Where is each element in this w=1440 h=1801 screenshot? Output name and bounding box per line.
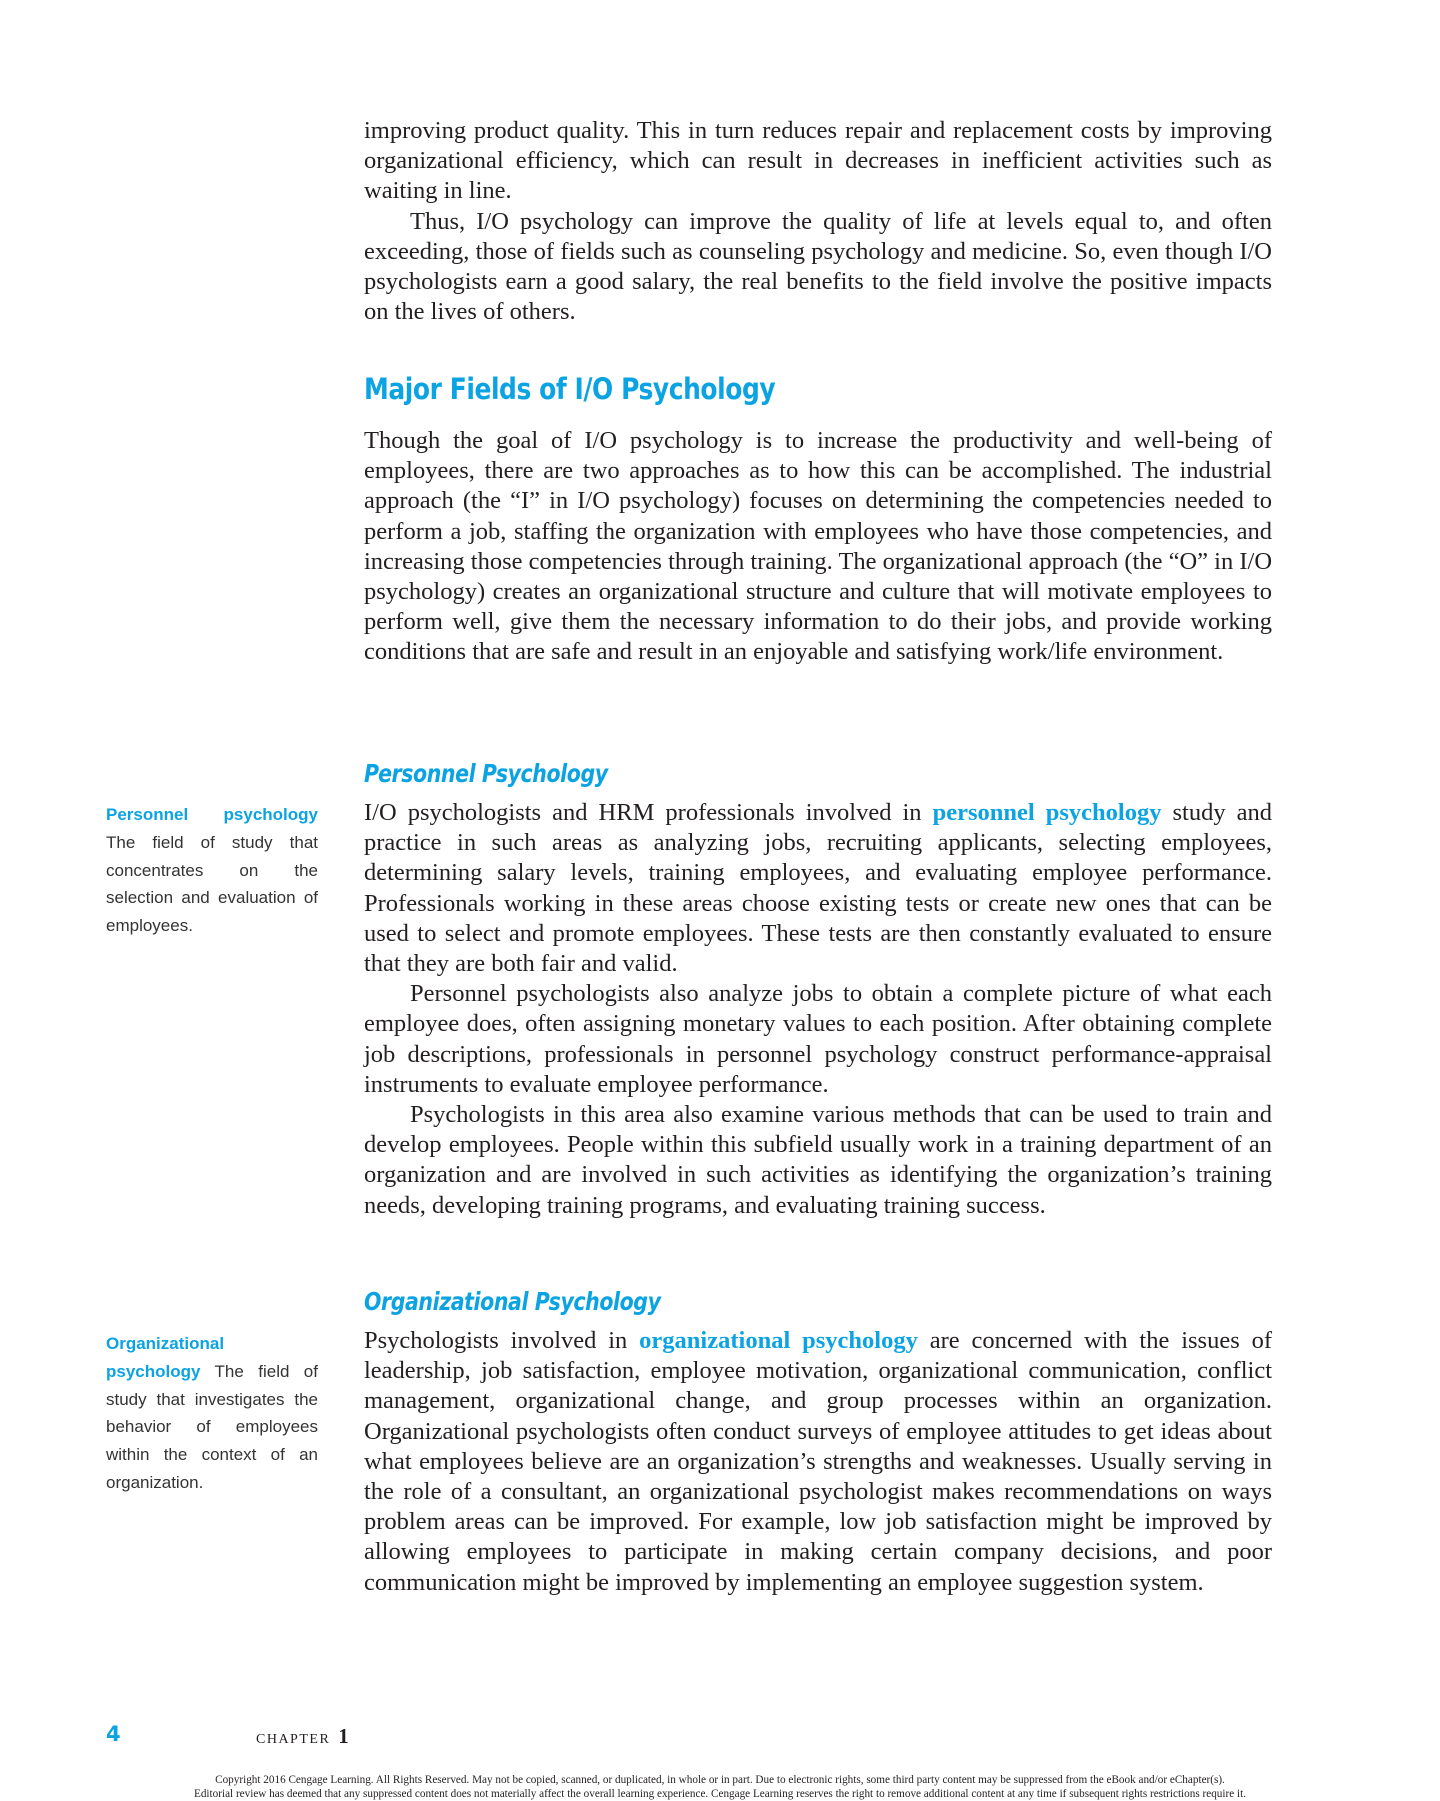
personnel-paragraph-2: Personnel psychologists also analyze jobs to obtain a complete picture of what each employee does, often assigning monetary values to each position. After obtaining complete job descriptions, professionals in personnel psychology construct performance-appraisal instruments to evaluate employee performance.: [364, 980, 1272, 1098]
personnel-paragraph-1: [364, 798, 1272, 979]
subheading-personnel: Personnel Psychology: [364, 759, 608, 788]
personnel-paragraph-3: Psychologists in this area also examine various methods that can be used to train and develop employees. People within this subfield usually work in a training department of an organization and are involved in such activities as identifying the organization’s training needs, developing training programs, and evaluating training success.: [364, 1101, 1272, 1219]
text-run: I/O psychologists and HRM professionals involved in: [364, 799, 933, 826]
key-term-organizational-psychology: organizational psychology: [639, 1327, 918, 1354]
intro-paragraph-1: improving product quality. This in turn reduces repair and replacement costs by improving organizational efficiency, which can result in decreases in inefficient activities such as waiting in line.: [364, 117, 1272, 205]
section-paragraph: Though the goal of I/O psychology is to increase the productivity and well-being of employees, there are two approaches as to how this can be accomplished. The industrial approach (the “I” in I/O psychology) focuses on determining the competencies needed to perform a job, staffing the organization with employees who have those competencies, and increasing those competencies through training. The organizational approach (the “O” in I/O psychology) creates an organizational structure and culture that will motivate employees to perform well, give them the necessary information to do their jobs, and provide working conditions that are safe and result in an enjoyable and satisfying work/life environment.: [364, 427, 1273, 666]
chapter-number: 1: [338, 1724, 349, 1748]
section-intro: [364, 426, 1272, 668]
margin-term-organizational: Organizational psychology: [106, 1334, 225, 1381]
chapter-label: CHAPTER: [256, 1732, 331, 1747]
margin-definition-organizational: The field of study that investigates the behavior of employees within the context of an organization.: [106, 1361, 318, 1492]
key-term-personnel-psychology: personnel psychology: [932, 799, 1162, 826]
copyright-line-2: Editorial review has deemed that any suppressed content does not materially affect the overall learning experience. Cengage Learning reserves the right to remove additional content at any time if subsequent rights restrictions require it.: [194, 1788, 1246, 1800]
copyright-line-1: Copyright 2016 Cengage Learning. All Rights Reserved. May not be copied, scanned, or duplicated, in whole or in part. Due to electronic rights, some third party content may be suppressed from the eBook and/or eChapter(s).: [215, 1774, 1225, 1786]
margin-note-personnel: [106, 801, 318, 940]
organizational-text: [364, 1326, 1272, 1598]
organizational-paragraph-1: [364, 1326, 1272, 1598]
margin-note-organizational: [106, 1330, 318, 1497]
running-head: [256, 1724, 349, 1749]
copyright-notice: [0, 1773, 1440, 1801]
text-run: study and practice in such areas as analyzing jobs, recruiting applicants, selecting employees, determining salary levels, training employees, and evaluating employee performance. Professionals working in these areas choose existing tests or create new ones that can be used to select and promote employees. These tests are then constantly evaluated to ensure that they are both fair and valid.: [364, 799, 1273, 978]
text-run: Psychologists involved in: [364, 1327, 640, 1354]
section-heading: Major Fields of I/O Psychology: [364, 372, 776, 406]
intro-text: [364, 116, 1272, 327]
intro-paragraph-2: Thus, I/O psychology can improve the quality of life at levels equal to, and often exceeding, those of fields such as counseling psychology and medicine. So, even though I/O psychologists earn a good salary, the real benefits to the field involve the positive impacts on the lives of others.: [364, 207, 1272, 326]
text-run: are concerned with the issues of leadership, job satisfaction, employee motivation, organizational communication, conflict management, organizational change, and group processes within an organization. Organizational psychologists often conduct surveys of employee attitudes to get ideas about what employees believe are an organization’s strengths and weaknesses. Usually serving in the role of a consultant, an organizational psychologist makes recommendations on ways problem areas can be improved. For example, low job satisfaction might be improved by allowing employees to participate in making certain company decisions, and poor communication might be improved by implementing an employee suggestion system.: [364, 1327, 1273, 1596]
subheading-organizational: Organizational Psychology: [364, 1287, 661, 1316]
page-number: 4: [106, 1722, 121, 1746]
personnel-text: [364, 798, 1272, 1221]
margin-term-personnel: Personnel psychology: [106, 805, 318, 824]
margin-definition-personnel: The field of study that concentrates on the selection and evaluation of employees.: [106, 832, 318, 936]
